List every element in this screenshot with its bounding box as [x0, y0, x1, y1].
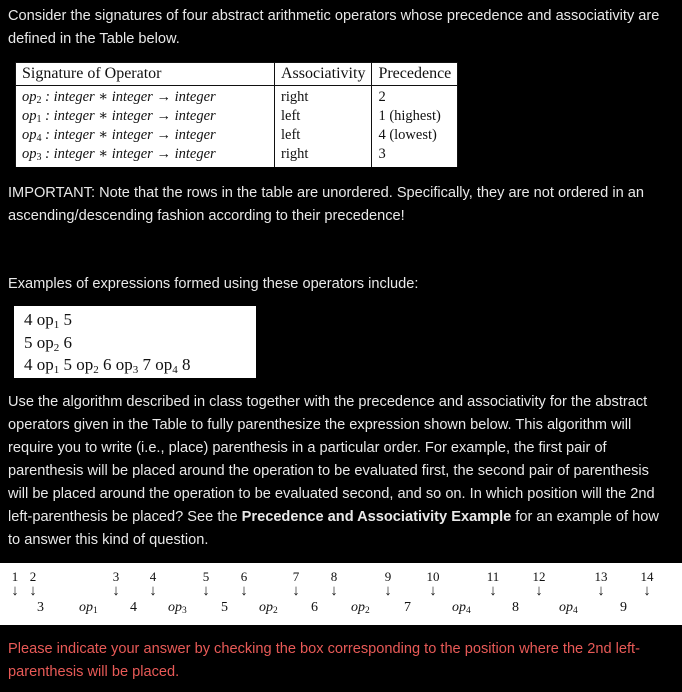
expr-number: 8: [512, 600, 519, 615]
position-marker: 6 ↓: [240, 569, 248, 599]
example-expression: 5 $op_2$ 6: [24, 333, 72, 354]
position-marker: 5 ↓: [202, 569, 210, 599]
operator-table: [15, 62, 458, 167]
position-marker: 3 ↓: [112, 569, 120, 599]
expr-operator: $op_4$: [559, 600, 578, 616]
assoc-cell: left: [275, 108, 372, 127]
table-row: $op_3$ : integer ∗ integer → integer right 3: [16, 146, 458, 167]
example-expression: 4 $op_1$ 5 $op_2$ 6 $op_3$ 7 $op_4$ 8: [24, 355, 191, 376]
header-associativity: Associativity: [275, 63, 372, 86]
instructions-text: Use the algorithm described in class together with the precedence and associativity for the abstract operators given in the Table to fully parenthesize the expression shown below. This algorithm will require you to write (i.e., place) parenthesis in a particular order. For example, the first pair of parenthesis will be placed around the operation to be evaluated first, the second pair of parenthesis will be placed around the operation to be evaluated second, and so on. In which position will the 2nd left-parenthesis be placed? See the Precedence and Associativity Example for an example of how to answer this kind of question.: [8, 394, 659, 548]
position-marker: 12 ↓: [532, 569, 546, 599]
prec-cell: 4 (lowest): [372, 127, 458, 146]
expr-operator: $op_3$: [168, 600, 187, 616]
table-row: $op_4$ : integer ∗ integer → integer left 4 (lowest): [16, 127, 458, 146]
header-signature: Signature of Operator: [16, 63, 275, 86]
position-marker: 1 ↓: [11, 569, 19, 599]
examples-box: [14, 306, 256, 378]
position-marker: 7 ↓: [292, 569, 300, 599]
position-marker: 11 ↓: [486, 569, 500, 599]
expr-number: 3: [37, 600, 44, 615]
position-marker: 2 ↓: [29, 569, 37, 599]
prec-cell: 2: [372, 86, 458, 109]
expr-number: 4: [130, 600, 137, 615]
assoc-cell: right: [275, 146, 372, 167]
position-marker: 9 ↓: [384, 569, 392, 599]
header-precedence: Precedence: [372, 63, 458, 86]
expr-number: 7: [404, 600, 411, 615]
expr-number: 9: [620, 600, 627, 615]
position-marker: 13 ↓: [594, 569, 608, 599]
expr-operator: $op_4$: [452, 600, 471, 616]
intro-text: Consider the signatures of four abstract arithmetic operators whose precedence and associativity are defined in the Table below.: [8, 8, 660, 47]
table-row: $op_1$ : integer ∗ integer → integer left 1 (highest): [16, 108, 458, 127]
table-row: $op_2$ : integer ∗ integer → integer right 2: [16, 86, 458, 109]
example-reference: Precedence and Associativity Example: [241, 509, 512, 525]
assoc-cell: left: [275, 127, 372, 146]
answer-prompt: Please indicate your answer by checking the box corresponding to the position where the 2nd left-parenthesis will be placed.: [8, 641, 640, 680]
prec-cell: 1 (highest): [372, 108, 458, 127]
expr-operator: $op_1$: [79, 600, 98, 616]
position-marker: 10 ↓: [426, 569, 440, 599]
examples-intro: Examples of expressions formed using these operators include:: [8, 276, 419, 292]
expr-operator: $op_2$: [259, 600, 278, 616]
expr-number: 6: [311, 600, 318, 615]
expr-number: 5: [221, 600, 228, 615]
expr-operator: $op_2$: [351, 600, 370, 616]
example-expression: 4 $op_1$ 5: [24, 310, 72, 331]
prec-cell: 3: [372, 146, 458, 167]
position-marker: 4 ↓: [149, 569, 157, 599]
important-note: IMPORTANT: Note that the rows in the table are unordered. Specifically, they are not ordered in an ascending/descending fashion according to their precedence!: [8, 185, 644, 224]
position-marker: 14 ↓: [640, 569, 654, 599]
assoc-cell: right: [275, 86, 372, 109]
position-strip: [0, 563, 682, 625]
position-marker: 8 ↓: [330, 569, 338, 599]
